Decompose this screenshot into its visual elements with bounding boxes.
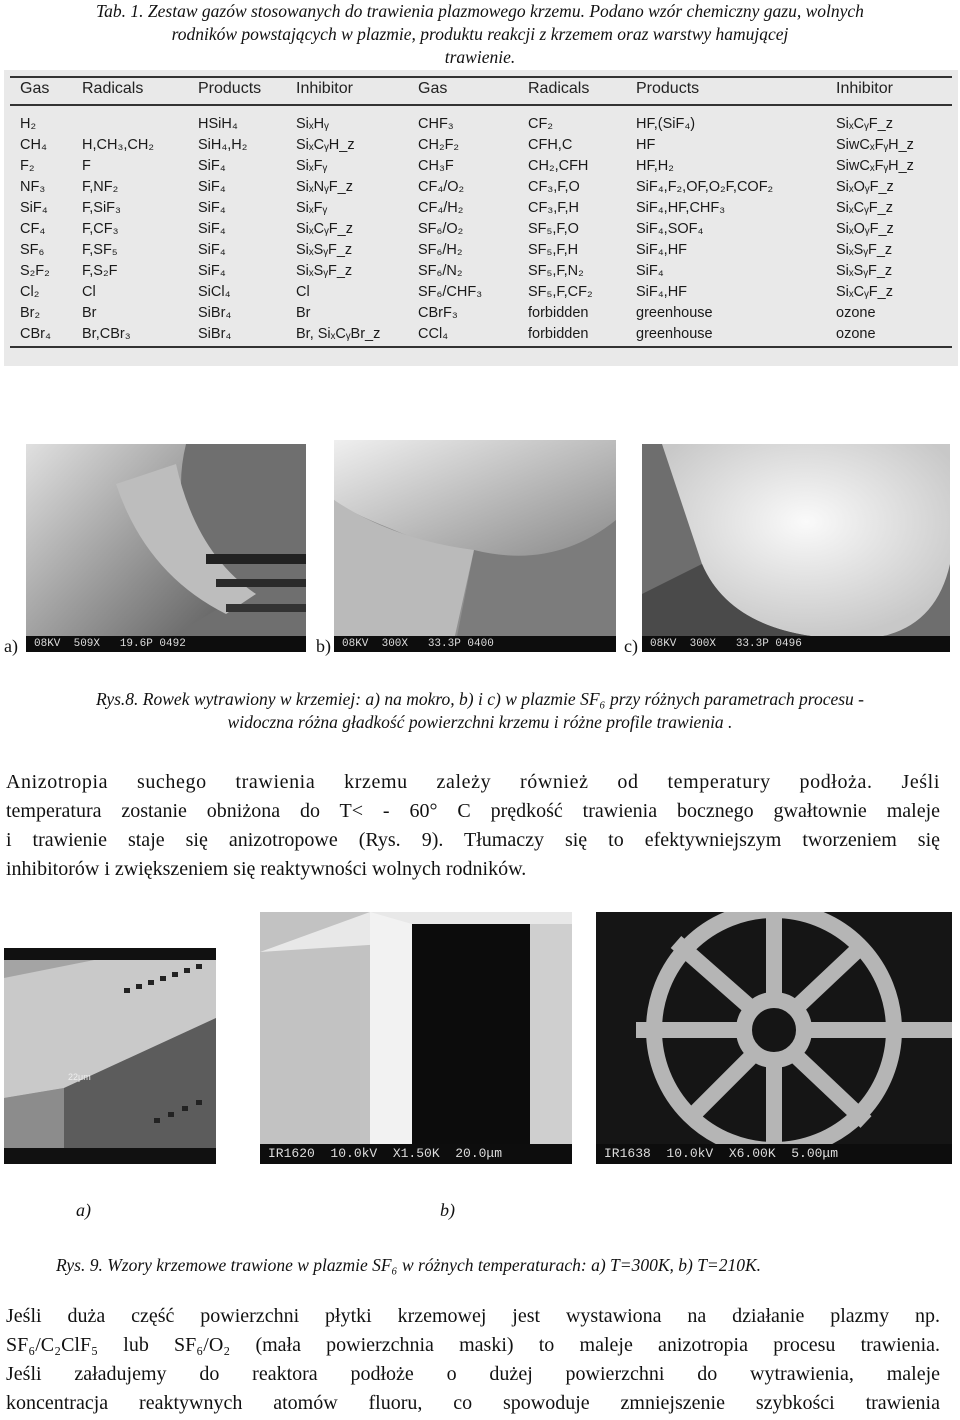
table-header-cell: Gas: [418, 80, 448, 97]
table-caption-line1: Tab. 1. Zestaw gazów stosowanych do trawienia plazmowego krzemu. Podano wzór chemiczny gazu, wolnych: [96, 1, 864, 21]
fig9-photo-b: [260, 912, 572, 1164]
paragraph1-line4: inhibitorów i zwiększeniem się reaktywności wolnych rodników.: [6, 858, 527, 880]
table-cell: CF₂: [528, 116, 553, 132]
fig9-photo-c-image: [596, 912, 952, 1164]
fig8-a-sem-bar: 08KV 509X 19.6P 0492: [26, 636, 306, 652]
table-cell: NF₃: [20, 179, 46, 195]
paragraph-large-surface: [6, 1302, 940, 1418]
fig9-c-sem-bar: IR1638 10.0kV X6.00K 5.00μm: [596, 1144, 952, 1164]
table-bottom-rule: [10, 346, 952, 348]
table-top-rule: [10, 76, 952, 78]
table-cell: F,SiF₃: [82, 200, 121, 216]
table-cell: SiₓOᵧF_z: [836, 179, 894, 195]
table-cell: H₂: [20, 116, 37, 132]
table-cell: forbidden: [528, 326, 589, 342]
table-cell: SiBr₄: [198, 305, 232, 321]
table-cell: SiF₄,HF: [636, 242, 688, 258]
table-cell: greenhouse: [636, 326, 713, 342]
fig9-caption: Rys. 9. Wzory krzemowe trawione w plazmie SF₆ w różnych temperaturach: a) T=300K, b) T=210K.: [56, 1255, 762, 1275]
table-cell: CBrF₃: [418, 305, 458, 321]
table-caption-line2: rodników powstających w plazmie, produktu reakcji z krzemem oraz warstwy hamującej: [171, 24, 789, 44]
table-cell: SiₓCᵧF_z: [836, 200, 893, 216]
fig8-label-c: c): [624, 636, 638, 656]
table-cell: greenhouse: [636, 305, 713, 321]
fig8-photo-a: [26, 444, 306, 652]
table-header-rule: [10, 104, 952, 106]
table-cell: CH₂,CFH: [528, 158, 589, 174]
table-cell: F: [82, 158, 91, 174]
table-header-cell: Inhibitor: [836, 80, 893, 97]
table-cell: SiF₄,F₂,OF,O₂F,COF₂: [636, 179, 774, 195]
table-cell: SiₓCᵧF_z: [296, 221, 353, 237]
paragraph1-line2: temperatura zostanie obniżona do T< - 60° C prędkość trawienia bocznego gwałtownie maleje: [6, 800, 940, 822]
table-cell: SiₓOᵧF_z: [836, 221, 894, 237]
paragraph1-line1-tail: Jeśli: [901, 771, 940, 793]
table-cell: SF₆/CHF₃: [418, 284, 483, 300]
table-cell: SiF₄: [198, 263, 226, 279]
table-cell: F,SF₅: [82, 242, 118, 258]
table-cell: SiₓCᵧF_z: [836, 116, 893, 132]
table-cell: SiF₄: [636, 263, 664, 279]
fig9-photo-a-image: [4, 948, 216, 1164]
table-cell: SiₓSᵧF_z: [296, 263, 353, 279]
table-cell: H,CH₃,CH₂: [82, 137, 154, 153]
table-cell: SiwCₓFᵧH_z: [836, 158, 914, 174]
table-cell: Br: [296, 305, 311, 321]
fig9-photo-a: [4, 948, 216, 1164]
table-cell: F,S₂F: [82, 263, 118, 279]
table-cell: CBr₄: [20, 326, 51, 342]
table-cell: CF₃,F,H: [528, 200, 580, 216]
table-cell: CF₄: [20, 221, 46, 237]
fig9-photo-c: [596, 912, 952, 1164]
table-cell: SF₆/H₂: [418, 242, 463, 258]
table-cell: CFH,C: [528, 137, 573, 153]
table-cell: CF₃,F,O: [528, 179, 580, 195]
table-cell: SiₓSᵧF_z: [296, 242, 353, 258]
fig8-caption-line1: Rys.8. Rowek wytrawiony w krzemiej: a) na mokro, b) i c) w plazmie SF₆ przy różnych parametrach procesu -: [95, 689, 865, 709]
table-cell: SiₓCᵧH_z: [296, 137, 355, 153]
paragraph1-line1: [6, 768, 940, 797]
table-cell: SiBr₄: [198, 326, 232, 342]
paragraph2-line3: Jeśli załadujemy do reaktora podłoże o dużej powierzchni do wytrawienia, maleje: [6, 1363, 940, 1385]
fig8-c-sem-bar: 08KV 300X 33.3P 0496: [642, 636, 950, 652]
table-cell: SF₅,F,O: [528, 221, 579, 237]
paragraph-anisotropy: [6, 768, 940, 884]
table-cell: SiF₄,HF,CHF₃: [636, 200, 726, 216]
table-cell: SiF₄: [198, 200, 226, 216]
table-cell: CH₃F: [418, 158, 454, 174]
table-cell: ozone: [836, 305, 876, 321]
table-cell: SiₓSᵧF_z: [836, 242, 893, 258]
table-cell: Br: [82, 305, 97, 321]
table-cell: SiₓNᵧF_z: [296, 179, 353, 195]
table-cell: SF₅,F,H: [528, 242, 579, 258]
fig8-photo-c: [642, 444, 950, 652]
table-cell: F₂: [20, 158, 35, 174]
table-caption: [0, 0, 960, 69]
table-cell: SiₓHᵧ: [296, 116, 329, 132]
table-header-cell: Products: [636, 80, 700, 97]
table-cell: HF,H₂: [636, 158, 674, 174]
table-caption-line3: trawienie.: [444, 47, 516, 67]
table-cell: SiwCₓFᵧH_z: [836, 137, 914, 153]
table-cell: SiₓFᵧ: [296, 158, 328, 174]
table-cell: F,CF₃: [82, 221, 119, 237]
fig8-b-sem-bar: 08KV 300X 33.3P 0400: [334, 636, 616, 652]
table-cell: Br₂: [20, 305, 41, 321]
table-cell: SF₆: [20, 242, 45, 258]
fig8-label-a: a): [4, 636, 18, 656]
table-cell: SiF₄: [198, 179, 226, 195]
table-cell: CF₄/O₂: [418, 179, 465, 195]
table-cell: SiₓCᵧF_z: [836, 284, 893, 300]
paragraph1-line1-text: Anizotropia suchego trawienia krzemu zależy również od temperatury podłoża.: [6, 771, 873, 793]
table-cell: Br, SiₓCᵧBr_z: [296, 326, 381, 342]
table-header-cell: Radicals: [82, 80, 144, 97]
table-cell: HF,(SiF₄): [636, 116, 696, 132]
table-cell: SiCl₄: [198, 284, 231, 300]
table-cell: Cl: [296, 284, 310, 300]
fig8-caption: [0, 688, 960, 734]
fig9-label-a: a): [76, 1200, 91, 1220]
fig9-a-scale-note: 22μm: [68, 1072, 91, 1082]
table-cell: ozone: [836, 326, 876, 342]
paragraph2-line2: SF₆/C₂ClF₅ lub SF₆/O₂ (mała powierzchnia maski) to maleje anizotropia procesu trawienia.: [6, 1334, 940, 1356]
table-cell: Br,CBr₃: [82, 326, 131, 342]
table-cell: SiF₄,SOF₄: [636, 221, 704, 237]
table-cell: forbidden: [528, 305, 589, 321]
fig8-label-b: b): [316, 636, 331, 656]
table-cell: SF₅,F,N₂: [528, 263, 584, 279]
table-cell: CH₂F₂: [418, 137, 460, 153]
table-cell: CHF₃: [418, 116, 454, 132]
table-cell: SiₓFᵧ: [296, 200, 328, 216]
fig9-b-sem-bar: IR1620 10.0kV X1.50K 20.0μm: [260, 1144, 572, 1164]
table-cell: Cl₂: [20, 284, 40, 300]
table-cell: SiₓSᵧF_z: [836, 263, 893, 279]
table-cell: SiF₄: [198, 158, 226, 174]
table-cell: CH₄: [20, 137, 47, 153]
table-cell: HSiH₄: [198, 116, 238, 132]
table-cell: HF: [636, 137, 656, 153]
gas-table: [4, 70, 958, 366]
table-header-cell: Gas: [20, 80, 50, 97]
table-cell: SF₆/O₂: [418, 221, 464, 237]
table-cell: SF₅,F,CF₂: [528, 284, 593, 300]
fig8-photo-c-image: [642, 444, 950, 652]
table-cell: SiF₄: [20, 200, 48, 216]
table-header-cell: Radicals: [528, 80, 590, 97]
table-cell: F,NF₂: [82, 179, 119, 195]
fig8-photo-b: [334, 440, 616, 652]
fig8-photo-b-image: [334, 440, 616, 652]
fig9-photo-b-image: [260, 912, 572, 1164]
table-cell: SiF₄: [198, 221, 226, 237]
fig8-photo-a-image: [26, 444, 306, 652]
table-cell: CF₄/H₂: [418, 200, 464, 216]
fig9-label-b: b): [440, 1200, 455, 1220]
table-cell: SiF₄: [198, 242, 226, 258]
fig8-caption-line2: widoczna różna gładkość powierzchni krzemu i różne profile trawienia .: [227, 712, 733, 732]
table-cell: Cl: [82, 284, 96, 300]
table-cell: SiF₄,HF: [636, 284, 688, 300]
paragraph2-line1: Jeśli duża część powierzchni płytki krzemowej jest wystawiona na działanie plazmy np.: [6, 1305, 940, 1327]
table-header-cell: Products: [198, 80, 262, 97]
paragraph1-line3: i trawienie staje się anizotropowe (Rys. 9). Tłumaczy się to efektywniejszym tworzeniem się: [6, 829, 940, 851]
table-cell: SF₆/N₂: [418, 263, 463, 279]
table-header-cell: Inhibitor: [296, 80, 353, 97]
paragraph2-line4: koncentracja reaktywnych atomów fluoru, co spowoduje zmniejszenie szybkości trawienia: [6, 1392, 940, 1414]
table-cell: S₂F₂: [20, 263, 50, 279]
table-cell: SiH₄,H₂: [198, 137, 248, 153]
table-cell: CCl₄: [418, 326, 449, 342]
